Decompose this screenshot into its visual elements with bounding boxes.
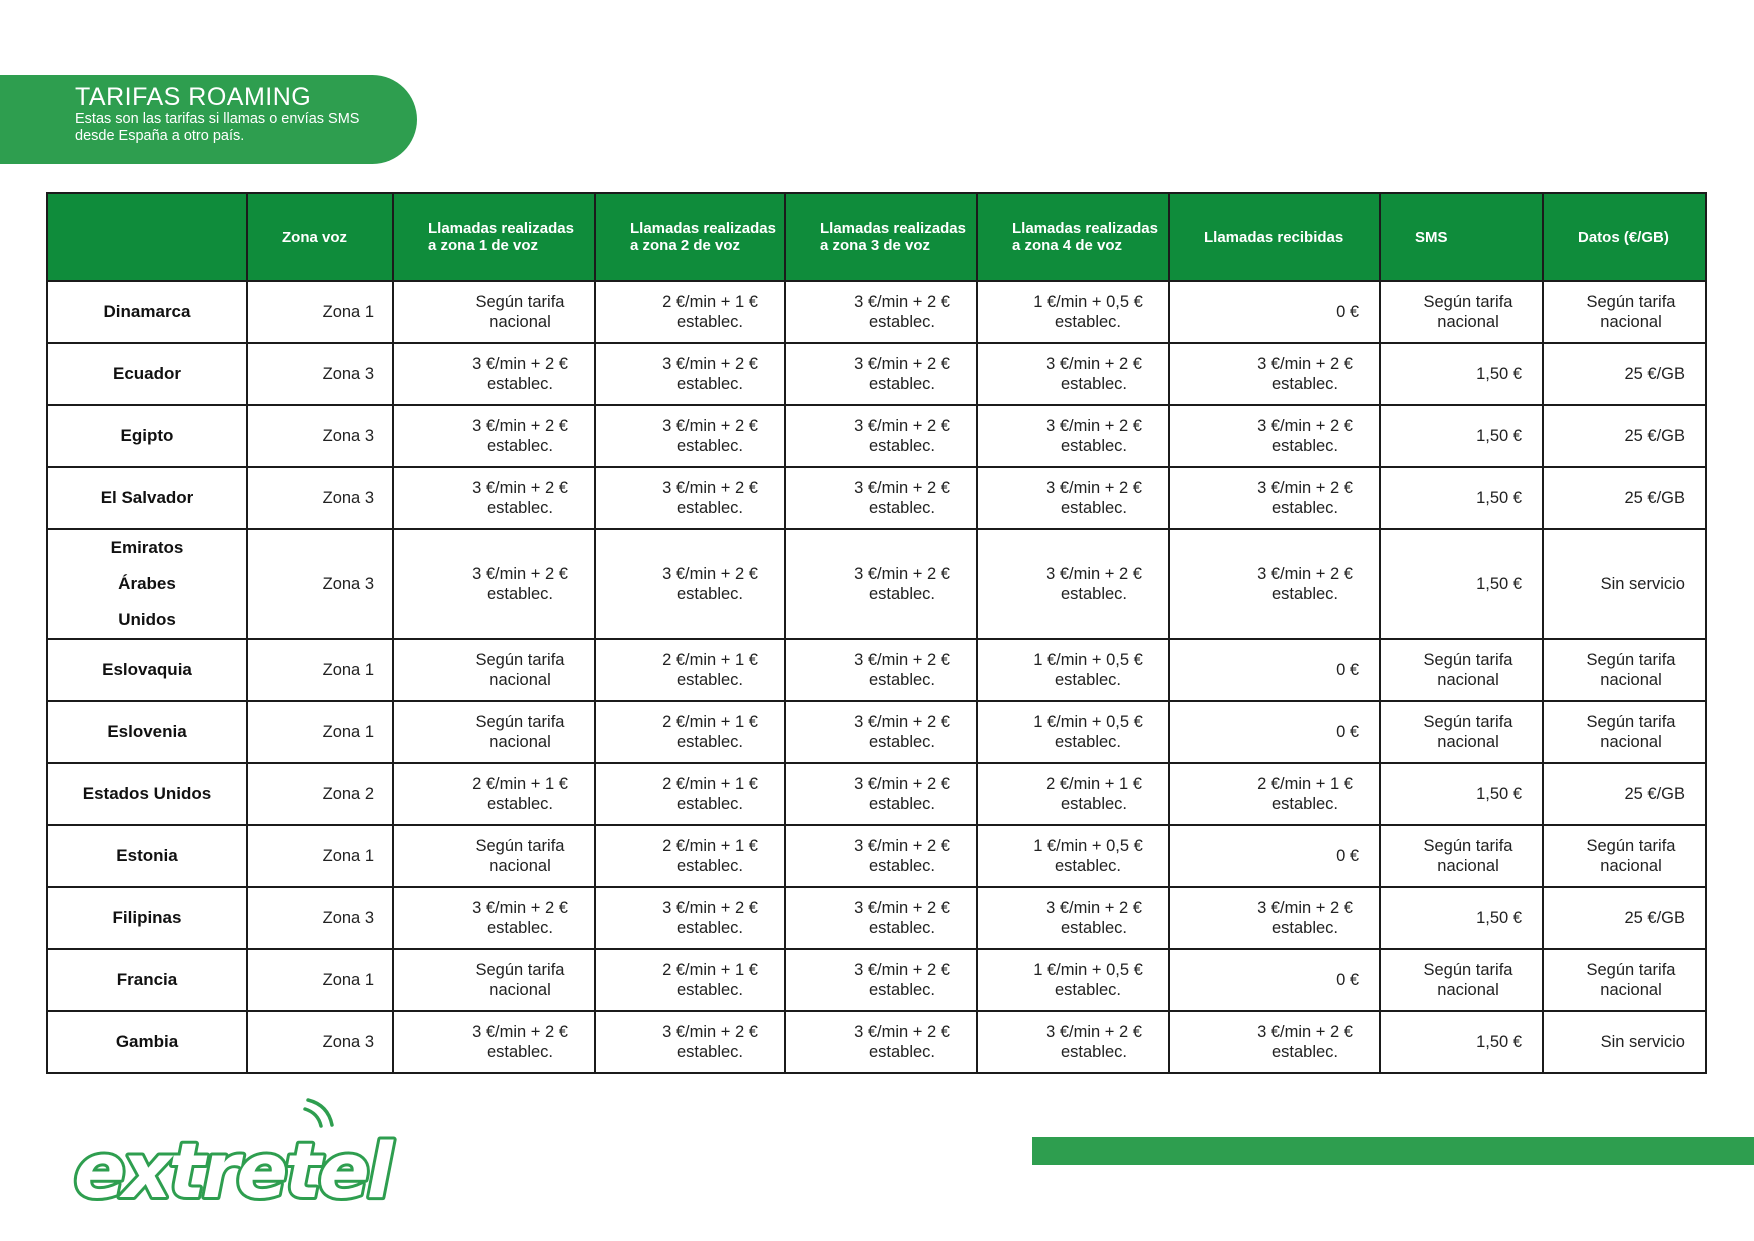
- received-value: 0 €: [1336, 971, 1359, 989]
- z2-cell: [595, 949, 785, 1011]
- z2-value: 2 €/min + 1 € establec.: [662, 961, 758, 999]
- country-cell: Estados Unidos: [47, 763, 247, 825]
- z4-value: 1 €/min + 0,5 € establec.: [1033, 713, 1143, 751]
- sms-value: 1,50 €: [1476, 365, 1522, 383]
- z4-value: 3 €/min + 2 € establec.: [1046, 355, 1142, 393]
- data-value: Según tarifa nacional: [1586, 837, 1676, 875]
- table-row: [47, 281, 1706, 343]
- received-value: 0 €: [1336, 303, 1359, 321]
- z1-value: Según tarifa nacional: [475, 293, 565, 331]
- header-calls-received: Llamadas recibidas: [1169, 193, 1380, 281]
- received-cell: [1169, 281, 1380, 343]
- z2-cell: [595, 529, 785, 639]
- zone-value: Zona 1: [322, 303, 374, 321]
- sms-cell: [1380, 1011, 1543, 1073]
- z4-cell: [977, 529, 1169, 639]
- z1-cell: [393, 343, 595, 405]
- z3-cell: [785, 1011, 977, 1073]
- z2-cell: [595, 467, 785, 529]
- received-value: 2 €/min + 1 € establec.: [1257, 775, 1353, 813]
- table-row: [47, 825, 1706, 887]
- z2-value: 2 €/min + 1 € establec.: [662, 837, 758, 875]
- country-cell: Francia: [47, 949, 247, 1011]
- z2-cell: [595, 887, 785, 949]
- table-row: [47, 1011, 1706, 1073]
- country-cell: Filipinas: [47, 887, 247, 949]
- sms-cell: [1380, 343, 1543, 405]
- sms-cell: [1380, 701, 1543, 763]
- data-value: Sin servicio: [1600, 1033, 1685, 1051]
- z1-cell: [393, 701, 595, 763]
- zone-cell: [247, 467, 393, 529]
- z1-value: 3 €/min + 2 € establec.: [472, 355, 568, 393]
- data-cell: [1543, 701, 1706, 763]
- z1-cell: [393, 467, 595, 529]
- received-cell: [1169, 763, 1380, 825]
- z2-cell: [595, 825, 785, 887]
- received-cell: [1169, 639, 1380, 701]
- data-cell: [1543, 467, 1706, 529]
- z4-value: 1 €/min + 0,5 € establec.: [1033, 961, 1143, 999]
- z1-cell: [393, 949, 595, 1011]
- z4-value: 1 €/min + 0,5 € establec.: [1033, 651, 1143, 689]
- z3-cell: [785, 529, 977, 639]
- zone-value: Zona 2: [322, 785, 374, 803]
- sms-value: Según tarifa nacional: [1423, 837, 1513, 875]
- received-cell: [1169, 949, 1380, 1011]
- sms-cell: [1380, 467, 1543, 529]
- z1-cell: [393, 529, 595, 639]
- z3-value: 3 €/min + 2 € establec.: [854, 417, 950, 455]
- sms-value: Según tarifa nacional: [1423, 713, 1513, 751]
- z1-value: 3 €/min + 2 € establec.: [472, 565, 568, 603]
- table-row: [47, 949, 1706, 1011]
- z1-value: Según tarifa nacional: [475, 837, 565, 875]
- z3-cell: [785, 887, 977, 949]
- zone-value: Zona 1: [322, 971, 374, 989]
- sms-cell: [1380, 825, 1543, 887]
- z3-value: 3 €/min + 2 € establec.: [854, 355, 950, 393]
- z1-value: Según tarifa nacional: [475, 713, 565, 751]
- table-row: [47, 405, 1706, 467]
- data-cell: [1543, 949, 1706, 1011]
- z3-value: 3 €/min + 2 € establec.: [854, 565, 950, 603]
- z3-value: 3 €/min + 2 € establec.: [854, 479, 950, 517]
- logo-text: extretel: [74, 1126, 390, 1215]
- zone-cell: [247, 949, 393, 1011]
- z1-cell: [393, 405, 595, 467]
- z4-cell: [977, 701, 1169, 763]
- zone-cell: [247, 763, 393, 825]
- zone-value: Zona 3: [322, 489, 374, 507]
- z2-value: 2 €/min + 1 € establec.: [662, 651, 758, 689]
- signal-waves-icon: [305, 1100, 332, 1126]
- zone-cell: [247, 343, 393, 405]
- table-header-row: [47, 193, 1706, 281]
- data-value: Según tarifa nacional: [1586, 293, 1676, 331]
- extretel-logo: [72, 1095, 390, 1215]
- z1-cell: [393, 763, 595, 825]
- z4-cell: [977, 467, 1169, 529]
- z4-cell: [977, 949, 1169, 1011]
- z1-value: 3 €/min + 2 € establec.: [472, 899, 568, 937]
- country-cell: Ecuador: [47, 343, 247, 405]
- z2-value: 3 €/min + 2 € establec.: [662, 479, 758, 517]
- received-cell: [1169, 1011, 1380, 1073]
- z3-value: 3 €/min + 2 € establec.: [854, 961, 950, 999]
- country-cell: Emiratos Árabes Unidos: [47, 529, 247, 639]
- z4-value: 2 €/min + 1 € establec.: [1046, 775, 1142, 813]
- zone-cell: [247, 639, 393, 701]
- header-calls-zone3: Llamadas realizadas a zona 3 de voz: [785, 193, 977, 281]
- z2-cell: [595, 281, 785, 343]
- z3-cell: [785, 763, 977, 825]
- data-cell: [1543, 281, 1706, 343]
- z4-value: 3 €/min + 2 € establec.: [1046, 417, 1142, 455]
- z4-value: 1 €/min + 0,5 € establec.: [1033, 837, 1143, 875]
- data-value: Sin servicio: [1600, 575, 1685, 593]
- z4-value: 1 €/min + 0,5 € establec.: [1033, 293, 1143, 331]
- country-cell: Dinamarca: [47, 281, 247, 343]
- sms-value: 1,50 €: [1476, 575, 1522, 593]
- header-calls-zone4: Llamadas realizadas a zona 4 de voz: [977, 193, 1169, 281]
- received-cell: [1169, 343, 1380, 405]
- received-cell: [1169, 887, 1380, 949]
- sms-cell: [1380, 639, 1543, 701]
- zone-value: Zona 3: [322, 1033, 374, 1051]
- z2-value: 3 €/min + 2 € establec.: [662, 355, 758, 393]
- zone-cell: [247, 887, 393, 949]
- received-value: 3 €/min + 2 € establec.: [1257, 899, 1353, 937]
- zone-cell: [247, 701, 393, 763]
- received-value: 3 €/min + 2 € establec.: [1257, 355, 1353, 393]
- z4-cell: [977, 825, 1169, 887]
- country-cell: Estonia: [47, 825, 247, 887]
- z1-value: 2 €/min + 1 € establec.: [472, 775, 568, 813]
- z4-cell: [977, 281, 1169, 343]
- z1-value: 3 €/min + 2 € establec.: [472, 417, 568, 455]
- zone-value: Zona 3: [322, 365, 374, 383]
- z4-cell: [977, 343, 1169, 405]
- z4-value: 3 €/min + 2 € establec.: [1046, 565, 1142, 603]
- sms-cell: [1380, 949, 1543, 1011]
- data-cell: [1543, 639, 1706, 701]
- z4-cell: [977, 763, 1169, 825]
- z3-value: 3 €/min + 2 € establec.: [854, 775, 950, 813]
- sms-value: 1,50 €: [1476, 785, 1522, 803]
- z3-cell: [785, 405, 977, 467]
- data-cell: [1543, 343, 1706, 405]
- received-cell: [1169, 467, 1380, 529]
- z2-value: 3 €/min + 2 € establec.: [662, 899, 758, 937]
- roaming-rates-table: [46, 192, 1707, 1074]
- data-cell: [1543, 763, 1706, 825]
- received-value: 3 €/min + 2 € establec.: [1257, 565, 1353, 603]
- zone-cell: [247, 281, 393, 343]
- page-title: TARIFAS ROAMING: [75, 83, 312, 111]
- z4-value: 3 €/min + 2 € establec.: [1046, 1023, 1142, 1061]
- zone-value: Zona 1: [322, 847, 374, 865]
- zone-value: Zona 3: [322, 575, 374, 593]
- z2-value: 2 €/min + 1 € establec.: [662, 775, 758, 813]
- z4-value: 3 €/min + 2 € establec.: [1046, 899, 1142, 937]
- z1-cell: [393, 825, 595, 887]
- sms-cell: [1380, 405, 1543, 467]
- zone-cell: [247, 405, 393, 467]
- received-value: 0 €: [1336, 723, 1359, 741]
- received-cell: [1169, 701, 1380, 763]
- table-row: [47, 529, 1706, 639]
- z3-value: 3 €/min + 2 € establec.: [854, 651, 950, 689]
- table-row: [47, 887, 1706, 949]
- header-country: [47, 193, 247, 281]
- data-value: Según tarifa nacional: [1586, 713, 1676, 751]
- sms-cell: [1380, 529, 1543, 639]
- zone-value: Zona 3: [322, 909, 374, 927]
- sms-value: 1,50 €: [1476, 909, 1522, 927]
- z3-value: 3 €/min + 2 € establec.: [854, 293, 950, 331]
- header-sms: SMS: [1380, 193, 1543, 281]
- z2-value: 2 €/min + 1 € establec.: [662, 293, 758, 331]
- z1-value: 3 €/min + 2 € establec.: [472, 1023, 568, 1061]
- country-cell: Gambia: [47, 1011, 247, 1073]
- z4-cell: [977, 405, 1169, 467]
- z3-cell: [785, 949, 977, 1011]
- title-banner: [0, 75, 417, 164]
- z2-value: 3 €/min + 2 € establec.: [662, 1023, 758, 1061]
- sms-cell: [1380, 281, 1543, 343]
- data-cell: [1543, 825, 1706, 887]
- country-cell: Eslovaquia: [47, 639, 247, 701]
- data-value: 25 €/GB: [1624, 427, 1685, 445]
- sms-value: 1,50 €: [1476, 427, 1522, 445]
- received-cell: [1169, 529, 1380, 639]
- header-calls-zone2: Llamadas realizadas a zona 2 de voz: [595, 193, 785, 281]
- z2-value: 2 €/min + 1 € establec.: [662, 713, 758, 751]
- z3-cell: [785, 825, 977, 887]
- header-zone: Zona voz: [247, 193, 393, 281]
- zone-value: Zona 3: [322, 427, 374, 445]
- data-cell: [1543, 887, 1706, 949]
- received-cell: [1169, 825, 1380, 887]
- data-cell: [1543, 405, 1706, 467]
- data-cell: [1543, 529, 1706, 639]
- z4-cell: [977, 639, 1169, 701]
- z2-cell: [595, 763, 785, 825]
- z3-cell: [785, 467, 977, 529]
- data-cell: [1543, 1011, 1706, 1073]
- z2-cell: [595, 405, 785, 467]
- sms-value: 1,50 €: [1476, 489, 1522, 507]
- z1-value: 3 €/min + 2 € establec.: [472, 479, 568, 517]
- zone-cell: [247, 529, 393, 639]
- z2-value: 3 €/min + 2 € establec.: [662, 417, 758, 455]
- z2-value: 3 €/min + 2 € establec.: [662, 565, 758, 603]
- sms-value: Según tarifa nacional: [1423, 961, 1513, 999]
- data-value: Según tarifa nacional: [1586, 961, 1676, 999]
- z3-value: 3 €/min + 2 € establec.: [854, 1023, 950, 1061]
- z1-cell: [393, 639, 595, 701]
- received-value: 3 €/min + 2 € establec.: [1257, 417, 1353, 455]
- z3-cell: [785, 281, 977, 343]
- z2-cell: [595, 639, 785, 701]
- received-value: 3 €/min + 2 € establec.: [1257, 479, 1353, 517]
- data-value: 25 €/GB: [1624, 489, 1685, 507]
- received-cell: [1169, 405, 1380, 467]
- z1-cell: [393, 887, 595, 949]
- country-cell: Eslovenia: [47, 701, 247, 763]
- z3-value: 3 €/min + 2 € establec.: [854, 837, 950, 875]
- table-row: [47, 467, 1706, 529]
- footer-green-bar: [1032, 1137, 1754, 1165]
- z3-value: 3 €/min + 2 € establec.: [854, 713, 950, 751]
- received-value: 0 €: [1336, 847, 1359, 865]
- data-value: Según tarifa nacional: [1586, 651, 1676, 689]
- z1-cell: [393, 281, 595, 343]
- country-cell: El Salvador: [47, 467, 247, 529]
- received-value: 0 €: [1336, 661, 1359, 679]
- sms-value: Según tarifa nacional: [1423, 293, 1513, 331]
- z1-value: Según tarifa nacional: [475, 651, 565, 689]
- table-row: [47, 701, 1706, 763]
- z4-cell: [977, 887, 1169, 949]
- z3-value: 3 €/min + 2 € establec.: [854, 899, 950, 937]
- z2-cell: [595, 1011, 785, 1073]
- zone-value: Zona 1: [322, 723, 374, 741]
- table-row: [47, 343, 1706, 405]
- header-data: Datos (€/GB): [1543, 193, 1706, 281]
- z2-cell: [595, 343, 785, 405]
- zone-value: Zona 1: [322, 661, 374, 679]
- header-calls-zone1: Llamadas realizadas a zona 1 de voz: [393, 193, 595, 281]
- z4-value: 3 €/min + 2 € establec.: [1046, 479, 1142, 517]
- data-value: 25 €/GB: [1624, 909, 1685, 927]
- sms-value: Según tarifa nacional: [1423, 651, 1513, 689]
- z1-cell: [393, 1011, 595, 1073]
- sms-value: 1,50 €: [1476, 1033, 1522, 1051]
- table-row: [47, 639, 1706, 701]
- z4-cell: [977, 1011, 1169, 1073]
- z3-cell: [785, 701, 977, 763]
- z2-cell: [595, 701, 785, 763]
- sms-cell: [1380, 763, 1543, 825]
- zone-cell: [247, 825, 393, 887]
- received-value: 3 €/min + 2 € establec.: [1257, 1023, 1353, 1061]
- data-value: 25 €/GB: [1624, 785, 1685, 803]
- zone-cell: [247, 1011, 393, 1073]
- z1-value: Según tarifa nacional: [475, 961, 565, 999]
- sms-cell: [1380, 887, 1543, 949]
- page-subtitle: Estas son las tarifas si llamas o envías SMS desde España a otro país.: [75, 111, 360, 144]
- country-cell: Egipto: [47, 405, 247, 467]
- table-row: [47, 763, 1706, 825]
- z3-cell: [785, 639, 977, 701]
- data-value: 25 €/GB: [1624, 365, 1685, 383]
- z3-cell: [785, 343, 977, 405]
